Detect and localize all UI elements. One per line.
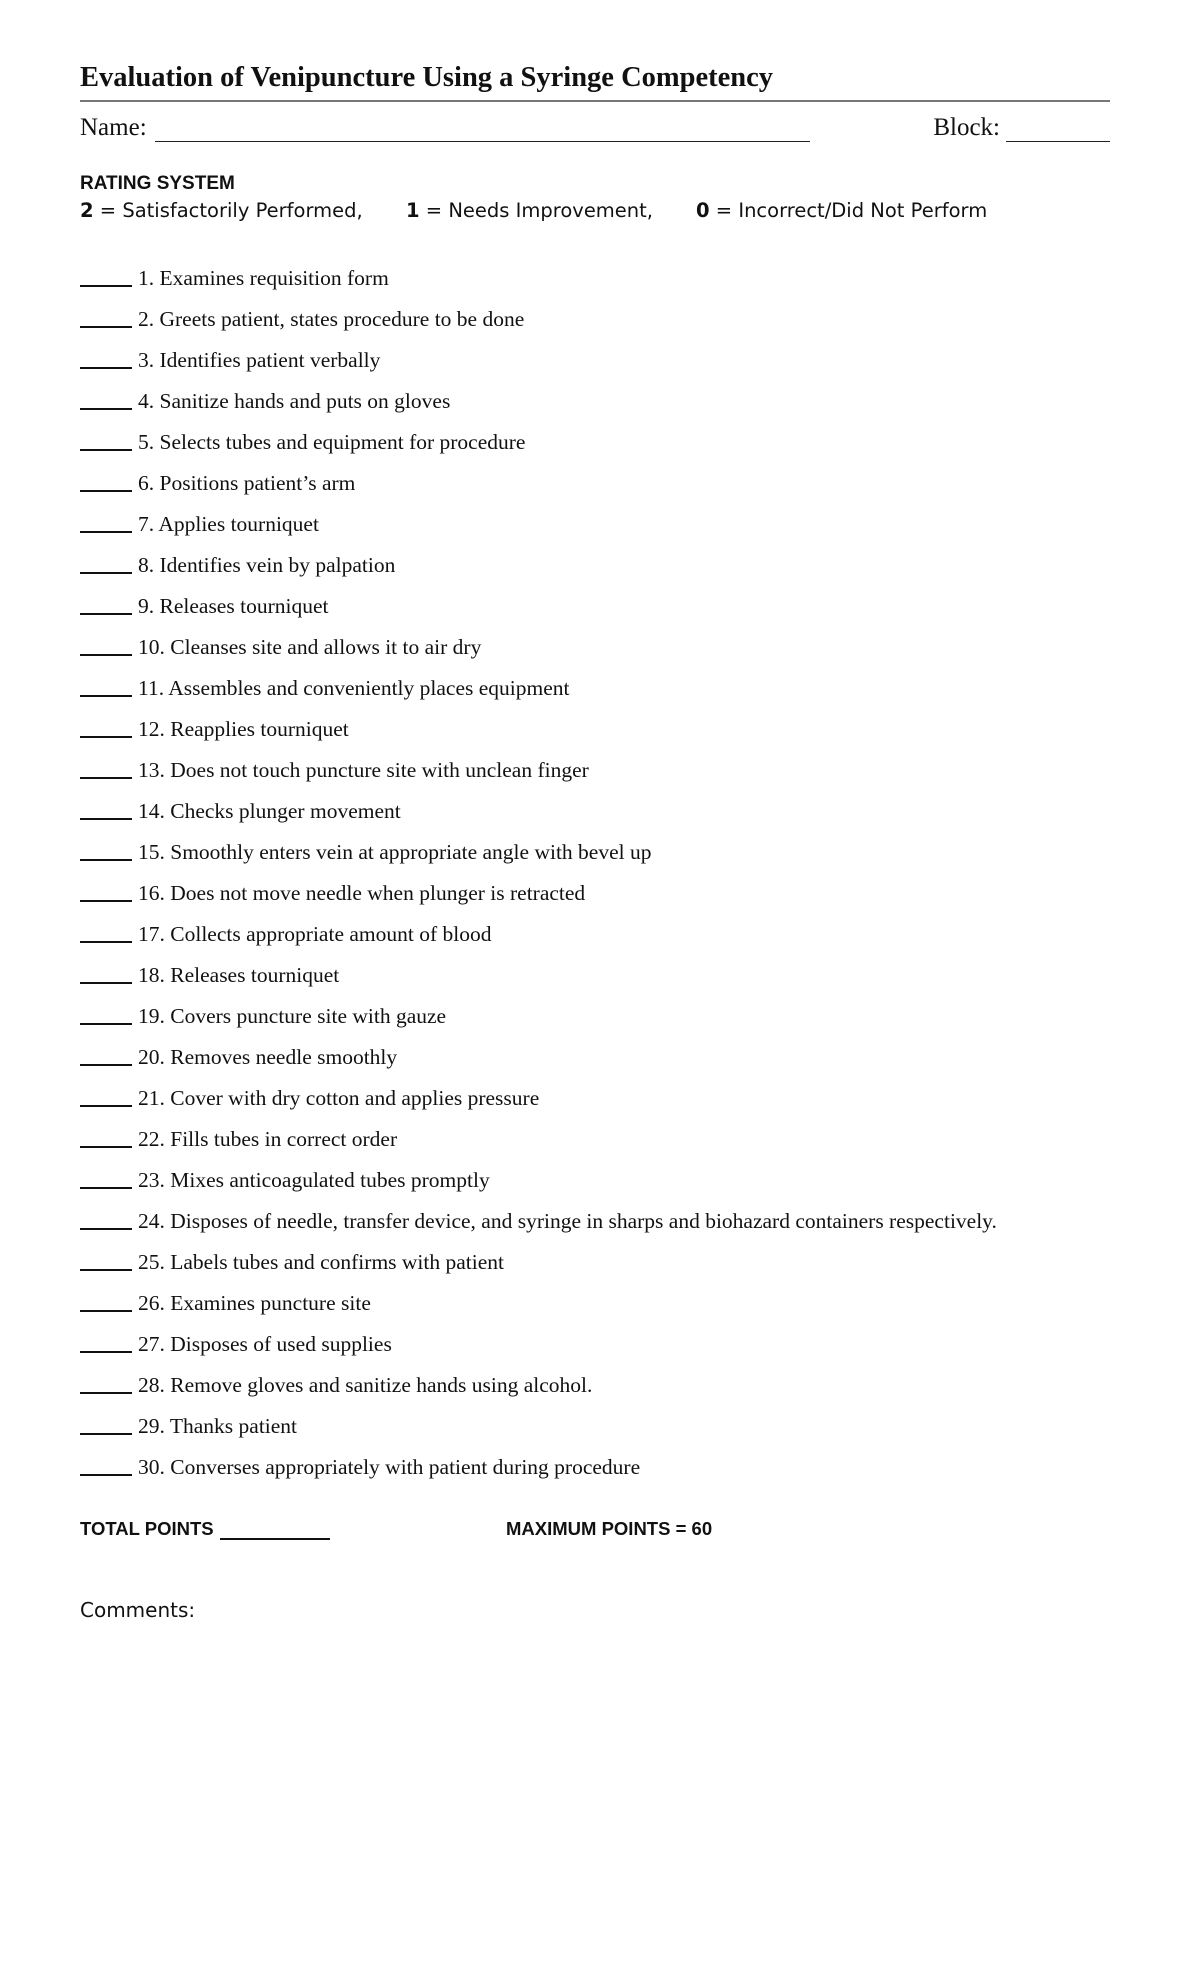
score-blank[interactable] [80, 718, 132, 738]
rating-system-heading: RATING SYSTEM [80, 173, 235, 194]
score-blank[interactable] [80, 1128, 132, 1148]
score-blank[interactable] [80, 800, 132, 820]
checklist-item [80, 586, 1110, 627]
score-blank[interactable] [80, 882, 132, 902]
checklist-item [80, 996, 1110, 1037]
checklist-item [80, 1242, 1110, 1283]
rating-value: 1 [406, 199, 420, 222]
checklist-item [80, 668, 1110, 709]
block-group [933, 114, 1110, 142]
checklist-item-label: 11. Assembles and conveniently places equipment [138, 676, 570, 700]
checklist-item-label: 24. Disposes of needle, transfer device, and syringe in sharps and biohazard containers respectively. [138, 1209, 997, 1233]
checklist-item-label: 12. Reapplies tourniquet [138, 717, 349, 741]
checklist-item [80, 709, 1110, 750]
score-blank[interactable] [80, 595, 132, 615]
checklist-item [80, 1037, 1110, 1078]
checklist-item [80, 750, 1110, 791]
comments-label: Comments: [80, 1598, 196, 1622]
score-blank[interactable] [80, 1251, 132, 1271]
evaluation-form [80, 60, 1110, 1622]
checklist [80, 258, 1110, 1488]
checklist-item-label: 19. Covers puncture site with gauze [138, 1004, 447, 1028]
rating-label: = Incorrect/Did Not Perform [709, 199, 988, 222]
checklist-item [80, 873, 1110, 914]
score-blank[interactable] [80, 554, 132, 574]
name-field[interactable] [155, 115, 810, 142]
checklist-item-label: 18. Releases tourniquet [138, 963, 340, 987]
checklist-item-label: 22. Fills tubes in correct order [138, 1127, 398, 1151]
rating-value: 2 [80, 199, 94, 222]
checklist-item [80, 381, 1110, 422]
score-blank[interactable] [80, 636, 132, 656]
checklist-item-label: 20. Removes needle smoothly [138, 1045, 398, 1069]
checklist-item-label: 13. Does not touch puncture site with unclean finger [138, 758, 589, 782]
maximum-points-label: MAXIMUM POINTS = 60 [506, 1518, 713, 1539]
checklist-item [80, 1201, 1110, 1242]
checklist-item [80, 463, 1110, 504]
checklist-item [80, 1119, 1110, 1160]
checklist-item-label: 1. Examines requisition form [138, 266, 389, 290]
name-label: Name: [80, 114, 147, 141]
checklist-item-label: 5. Selects tubes and equipment for procedure [138, 430, 526, 454]
score-blank[interactable] [80, 1087, 132, 1107]
checklist-item [80, 1406, 1110, 1447]
rating-level-1 [406, 196, 696, 226]
checklist-item [80, 299, 1110, 340]
checklist-item-label: 25. Labels tubes and confirms with patient [138, 1250, 505, 1274]
checklist-item-label: 15. Smoothly enters vein at appropriate angle with bevel up [138, 840, 652, 864]
checklist-item [80, 791, 1110, 832]
score-blank[interactable] [80, 1374, 132, 1394]
score-blank[interactable] [80, 677, 132, 697]
score-blank[interactable] [80, 472, 132, 492]
block-label: Block: [933, 114, 1000, 141]
checklist-item-label: 14. Checks plunger movement [138, 799, 401, 823]
score-blank[interactable] [80, 964, 132, 984]
score-blank[interactable] [80, 513, 132, 533]
checklist-item-label: 7. Applies tourniquet [138, 512, 319, 536]
score-blank[interactable] [80, 1210, 132, 1230]
checklist-item [80, 627, 1110, 668]
score-blank[interactable] [80, 759, 132, 779]
checklist-item [80, 1365, 1110, 1406]
score-blank[interactable] [80, 1169, 132, 1189]
score-blank[interactable] [80, 390, 132, 410]
checklist-item-label: 17. Collects appropriate amount of blood [138, 922, 492, 946]
checklist-item [80, 422, 1110, 463]
checklist-item-label: 4. Sanitize hands and puts on gloves [138, 389, 451, 413]
rating-level-0 [696, 196, 987, 226]
checklist-item-label: 16. Does not move needle when plunger is retracted [138, 881, 586, 905]
checklist-item-label: 6. Positions patient’s arm [138, 471, 356, 495]
checklist-item [80, 1447, 1110, 1488]
score-blank[interactable] [80, 841, 132, 861]
checklist-item-label: 29. Thanks patient [138, 1414, 298, 1438]
checklist-item [80, 1324, 1110, 1365]
score-blank[interactable] [80, 267, 132, 287]
checklist-item-label: 26. Examines puncture site [138, 1291, 371, 1315]
checklist-item-label: 2. Greets patient, states procedure to be done [138, 307, 525, 331]
checklist-item-label: 21. Cover with dry cotton and applies pressure [138, 1086, 540, 1110]
score-blank[interactable] [80, 1292, 132, 1312]
checklist-item-label: 27. Disposes of used supplies [138, 1332, 392, 1356]
score-blank[interactable] [80, 1046, 132, 1066]
total-points-field[interactable] [220, 1518, 330, 1540]
checklist-item-label: 8. Identifies vein by palpation [138, 553, 396, 577]
score-blank[interactable] [80, 431, 132, 451]
checklist-item [80, 832, 1110, 873]
checklist-item [80, 340, 1110, 381]
checklist-item-label: 30. Converses appropriately with patient during procedure [138, 1455, 641, 1479]
rating-label: = Needs Improvement, [419, 199, 654, 222]
checklist-item-label: 10. Cleanses site and allows it to air dry [138, 635, 482, 659]
rating-label: = Satisfactorily Performed, [93, 199, 363, 222]
checklist-item-label: 3. Identifies patient verbally [138, 348, 381, 372]
page-title: Evaluation of Venipuncture Using a Syringe Competency [80, 60, 1110, 102]
score-blank[interactable] [80, 1005, 132, 1025]
score-blank[interactable] [80, 349, 132, 369]
checklist-item-label: 23. Mixes anticoagulated tubes promptly [138, 1168, 490, 1192]
checklist-item [80, 1078, 1110, 1119]
rating-legend [80, 196, 1110, 226]
checklist-item [80, 504, 1110, 545]
checklist-item [80, 258, 1110, 299]
score-blank[interactable] [80, 308, 132, 328]
total-points-group [80, 1518, 506, 1540]
rating-level-2 [80, 196, 406, 226]
checklist-item [80, 545, 1110, 586]
checklist-item [80, 955, 1110, 996]
name-block-row [80, 104, 1110, 142]
block-field[interactable] [1006, 115, 1110, 142]
rating-value: 0 [696, 199, 710, 222]
checklist-item [80, 1283, 1110, 1324]
score-blank[interactable] [80, 1333, 132, 1353]
checklist-item-label: 28. Remove gloves and sanitize hands using alcohol. [138, 1373, 593, 1397]
checklist-item [80, 914, 1110, 955]
total-points-label: TOTAL POINTS [80, 1518, 214, 1539]
checklist-item [80, 1160, 1110, 1201]
checklist-item-label: 9. Releases tourniquet [138, 594, 329, 618]
score-blank[interactable] [80, 1456, 132, 1476]
score-blank[interactable] [80, 1415, 132, 1435]
totals-row [80, 1514, 1110, 1540]
score-blank[interactable] [80, 923, 132, 943]
